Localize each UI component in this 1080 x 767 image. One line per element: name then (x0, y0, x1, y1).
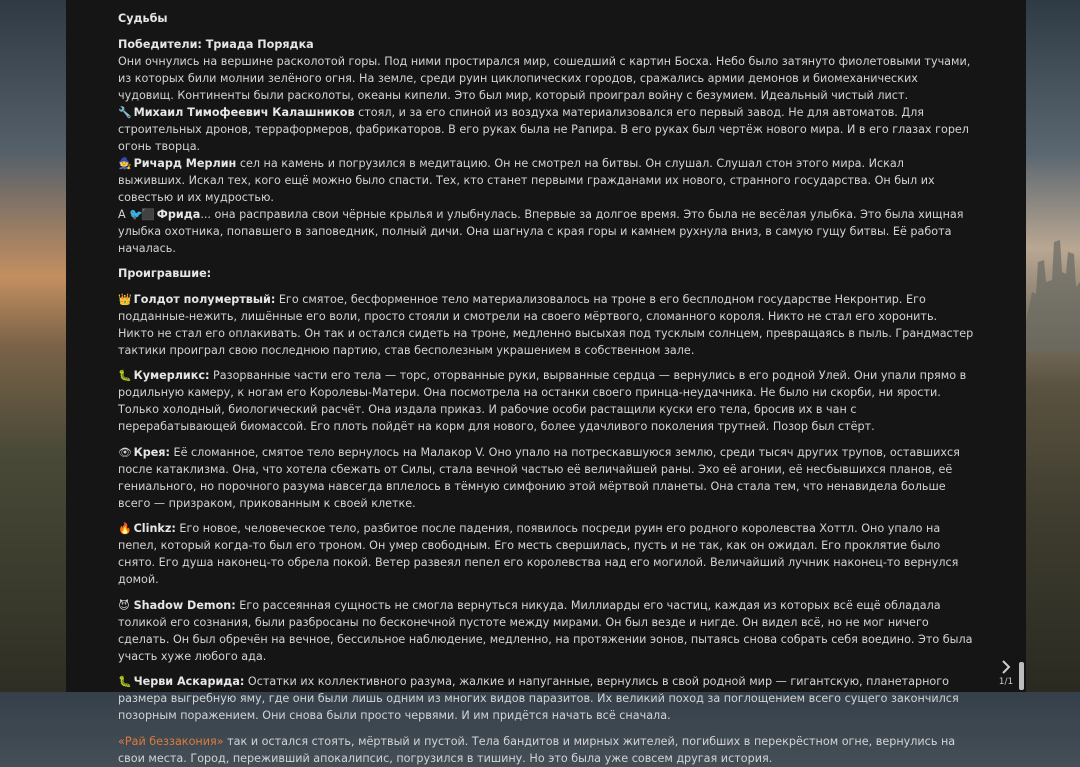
black-square-icon: ⬛ (141, 207, 155, 221)
closing-highlight: «Рай беззакония» (118, 734, 224, 748)
loser-entry (118, 673, 974, 724)
loser-text: Остатки их коллективного разума, жалкие и напуганные, вернулись в свой родной мир — гигантскую, планетарного размера выгребную яму, где они были лишь одним из многих видов паразитов. Их великий поход за поглощением всего сущего закончился позорным поражением. Они снова были просто червями. И им придётся начать всё сначала. (118, 675, 959, 722)
loser-entry (118, 291, 974, 359)
loser-text: Его рассеянная сущность не смогла вернуться никуда. Миллиарды его частиц, каждая из которых всё ещё обладала толикой его сознания, были разбросаны по бесконечной пустоте между мирами. Он был везде и нигде. Он видел всё, но не мог ничего сделать. Он был обречён на вечное, бессильное наблюдение, медленно, на протяжении эонов, пытаясь снова собрать себя воедино. Это была участь хуже любого ада. (118, 598, 973, 663)
winner-entry (118, 104, 974, 155)
wizard-icon: 🧙 (118, 156, 132, 170)
losers-heading: Проигравшие: (118, 267, 212, 280)
eye-icon: 👁 (118, 445, 132, 459)
loser-name: Крея: (133, 445, 170, 459)
winner-name: Михаил Тимофеевич Калашников (133, 105, 355, 119)
scrollbar-thumb[interactable] (1019, 662, 1024, 690)
wrench-icon: 🔧 (118, 105, 132, 119)
winners-intro: Они очнулись на вершине расколотой горы. Под ними простирался мир, сошедший с картин Босха. Небо было затянуто фиолетовыми тучами, из которых били молнии зелёного огня. На земле, среди руин циклопических городов, сражались армии демонов и биомеханических чудовищ. Континенты были расколоты, океаны кипели. Это был мир, который проиграл войну с безумием. Идеальный чистый лист. (118, 54, 971, 102)
loser-entry (118, 597, 974, 665)
loser-text: Его смятое, бесформенное тело материализовалось на троне в его бесплодном государстве Некронтир. Его подданные-нежить, лишённые его воли, просто стояли и смотрели на своего мёртвого, сломанного короля. Никто не стал его хоронить. Никто не стал его оплакивать. Он так и остался сидеть на троне, медленно высыхая под тусклым солнцем, превращаясь в пыль. Грандмастер тактики проиграл свою последнюю партию, став бесполезным украшением в собственном зале. (118, 292, 974, 357)
closing-paragraph (118, 733, 974, 767)
loser-entry (118, 367, 974, 435)
winner-entry (118, 206, 974, 257)
bug-icon: 🐛 (118, 369, 132, 382)
loser-entry (118, 520, 974, 588)
demon-icon: 😈 (118, 598, 130, 612)
background-right (1026, 0, 1080, 692)
loser-text: Разорванные части его тела — торс, оторванные руки, вырванные сердца — вернулись в его родной Улей. Они упали прямо в родильную камеру, к ногам его Королевы-Матери. Она посмотрела на останки своего принца-неудачника. Не было ни скорби, ни ярости. Только холодный, биологический расчёт. Она издала приказ. И рабочие особи растащили куски его тела, бросив их в чан с перерабатывающей биомассой. Его плоть пойдёт на корм для нового, более удачливого поколения трутней. Позор был стёрт. (118, 369, 967, 433)
bird-icon: 🐦 (129, 207, 143, 221)
winner-name: Фрида (156, 207, 201, 221)
ruins-silhouette (1026, 232, 1080, 352)
loser-name: Голдот полумертвый: (133, 292, 276, 306)
winner-name: Ричард Мерлин (133, 156, 237, 170)
background-left (0, 0, 66, 692)
chevron-right-icon[interactable] (995, 660, 1017, 676)
loser-entry (118, 444, 974, 512)
fire-icon: 🔥 (118, 522, 132, 535)
story-panel (66, 0, 1026, 765)
page-counter: 1/1 (998, 677, 1014, 687)
loser-name: Shadow Demon: (133, 598, 236, 612)
worm-icon: 🐛 (118, 675, 132, 688)
winner-entry (118, 155, 974, 206)
winner-text: сел на камень и погрузился в медитацию. Он не смотрел на битвы. Он слушал. Слушал стон этого мира. Искал выживших. Искал тех, кого ещё можно было спасти. Тех, кто станет первыми гражданами их нового, странного государства. Он был их совестью и их мудростью. (118, 156, 935, 204)
pager (995, 660, 1017, 688)
page-title: Судьбы (118, 12, 168, 25)
loser-name: Clinkz: (133, 522, 176, 535)
closing-text: так и остался стоять, мёртвый и пустой. Тела бандитов и мирных жителей, погибших в перекрёстном огне, вернулись на свои места. Город, переживший апокалипсис, погрузился в тишину. Но это была уже совсем другая история. (118, 734, 956, 765)
loser-text: Его новое, человеческое тело, разбитое после падения, появилось посреди руин его родного королевства Хоттл. Оно упало на пепел, который когда-то был его троном. Он умер свободным. Его месть свершилась, пусть и не так, как он ожидал. Его проклятие было снято. Его душа наконец-то обрела покой. Ветер развеял пепел его королевства над его могилой. Величайший лучник наконец-то вернулся домой. (118, 522, 959, 586)
crown-icon: 👑 (118, 292, 132, 306)
winner-text: ... она расправила свои чёрные крылья и улыбнулась. Впервые за долгое время. Это была не весёлая улыбка. Это была хищная улыбка охотника, попавшего в заповедник, полный дичи. Она шагнула с края горы и камнем рухнула вниз, в самую гущу битвы. Её работа началась. (118, 207, 964, 255)
loser-text: Её сломанное, смятое тело вернулось на Малакор V. Оно упало на потрескавшуюся землю, среди тысяч других трупов, оставшихся после катаклизма. Она, что хотела сбежать от Силы, стала вечной частью её величайшей раны. Эхо её агонии, её несбывшихся планов, её гениального, но порочного разума навсегда вплелось в тёмную симфонию этой мёртвой планеты. Она стала тем, что ненавидела больше всего — призраком, прикованным к своей клетке. (118, 445, 960, 510)
loser-name: Кумерликс: (133, 369, 210, 382)
winners-heading: Победители: Триада Порядка (118, 37, 314, 51)
winner-text: стоял, и за его спиной из воздуха материализовался его первый завод. Не для автоматов. Для строительных дронов, терраформеров, фабрикаторов. В его руках была не Рапира. В его руках был чертёж нового мира. И в его глазах горел огонь творца. (118, 105, 969, 153)
winner-prefix: А (118, 207, 130, 221)
loser-name: Черви Аскарида: (133, 675, 245, 688)
